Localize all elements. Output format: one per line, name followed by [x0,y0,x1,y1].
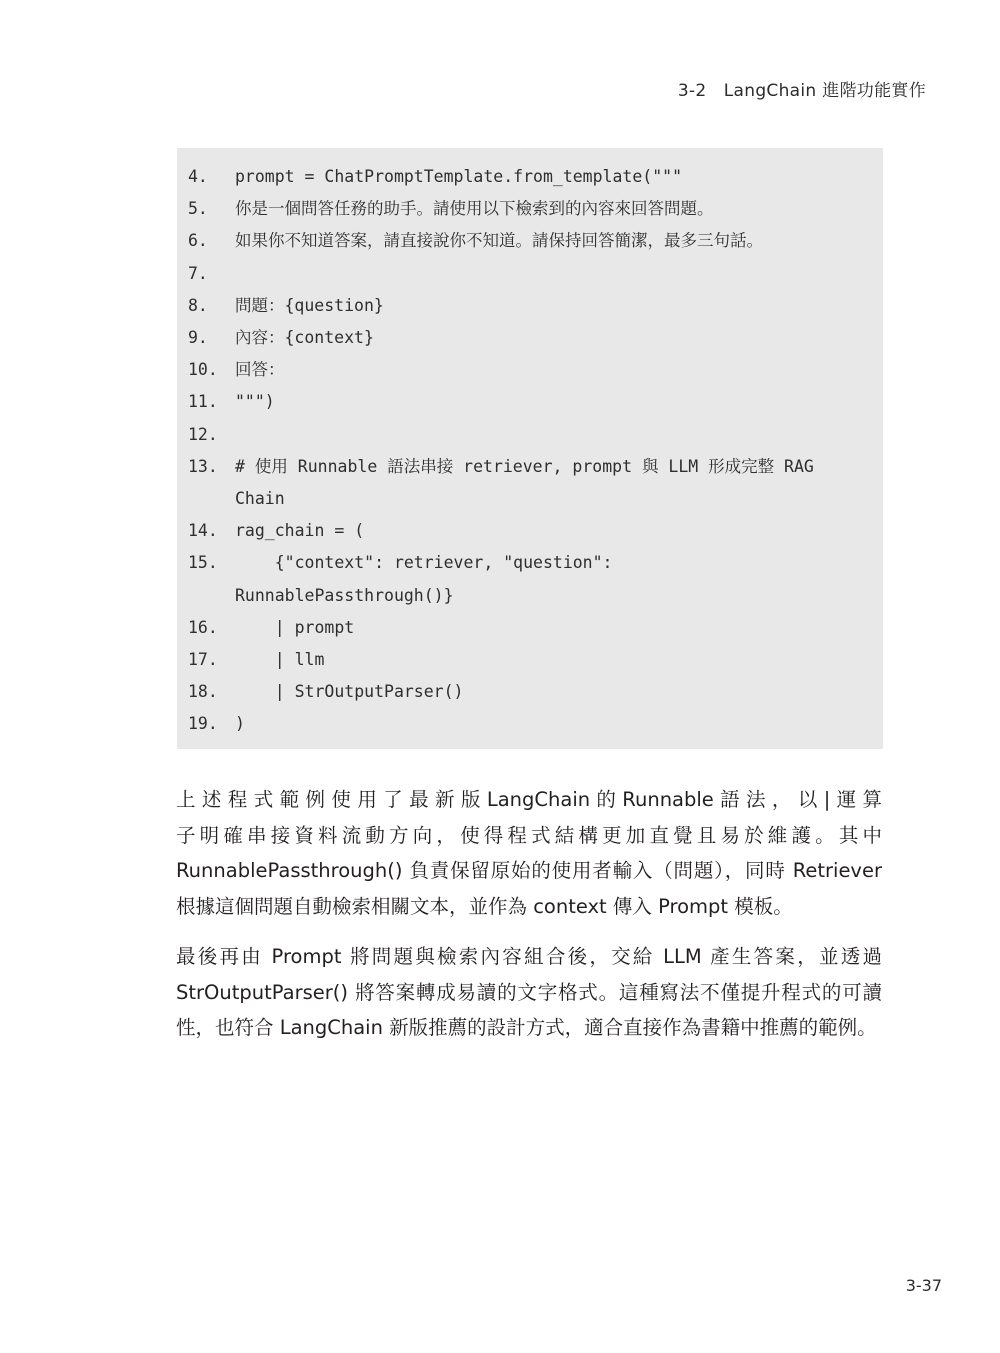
line-number: 7. [188,263,208,283]
code-text: 回答： [235,360,285,380]
code-line [188,161,873,193]
code-text: """) [235,392,275,412]
code-text: ) [235,714,245,734]
code-line [188,547,873,579]
code-line [188,354,873,386]
line-number: 17. [188,650,218,670]
line-number: 16. [188,617,218,637]
line-number: 5. [188,199,208,219]
code-line [188,676,873,708]
code-line [188,193,873,225]
line-number: 10. [188,360,218,380]
code-line [188,419,873,451]
code-text: 如果你不知道答案，請直接說你不知道。請保持回答簡潔，最多三句話。 [235,231,763,251]
line-number: 18. [188,682,218,702]
code-block [177,148,883,749]
code-text [235,258,873,290]
code-text: | llm [235,650,325,670]
code-text: 問題：{question} [235,295,384,315]
code-text: RunnablePassthrough()} [235,585,454,605]
line-number: 6. [188,231,208,251]
code-line-continuation [188,580,873,612]
code-text: # 使用 Runnable 語法串接 retriever, prompt 與 LLM 形成完整 RAG [235,456,814,476]
line-number: 15. [188,553,218,573]
code-text [235,419,873,451]
line-number: 11. [188,392,218,412]
code-text: rag_chain = ( [235,521,365,541]
line-number: 12. [188,424,218,444]
line-number: 8. [188,295,208,315]
code-line [188,708,873,740]
code-line [188,225,873,257]
line-number: 19. [188,714,218,734]
code-text: {"context": retriever, "question": [235,553,613,573]
code-text: 內容：{context} [235,328,374,348]
code-line [188,612,873,644]
code-text: 你是一個問答任務的助手。請使用以下檢索到的內容來回答問題。 [235,199,714,219]
line-number: 4. [188,167,208,186]
code-text: | StrOutputParser() [235,682,464,702]
code-line [188,386,873,418]
body-paragraph: 最後再由 Prompt 將問題與檢索內容組合後，交給 LLM 產生答案，並透過 StrOutputParser() 將答案轉成易讀的文字格式。這種寫法不僅提升程式的可讀性，也符合 LangChain 新版推薦的設計方式，適合直接作為書籍中推薦的範例。 [176,945,882,1039]
code-text: Chain [235,489,285,509]
code-line [188,451,873,483]
code-line [188,290,873,322]
line-number: 13. [188,456,218,476]
code-line [188,515,873,547]
line-number: 14. [188,521,218,541]
code-text: | prompt [235,617,355,637]
code-line [188,322,873,354]
body-paragraph: 上 述 程 式 範 例 使 用 了 最 新 版 LangChain 的 Runnable 語 法 ， 以 | 運 算 子明確串接資料流動方向，使得程式結構更加直覺且易於維護。其中 RunnablePassthrough() 負責保留原始的使用者輸入（問題），同時 Retriever 根據這個問題自動檢索相關文本，並作為 context 傳入 Prompt 模板。 [176,788,882,918]
code-line [188,258,873,290]
code-line [188,644,873,676]
running-header: 3-2 LangChain 進階功能實作 [677,81,926,101]
line-number: 9. [188,328,208,348]
page-number: 3-37 [905,1276,942,1295]
code-line-continuation [188,483,873,515]
code-text: prompt = ChatPromptTemplate.from_template(""" [235,167,683,186]
